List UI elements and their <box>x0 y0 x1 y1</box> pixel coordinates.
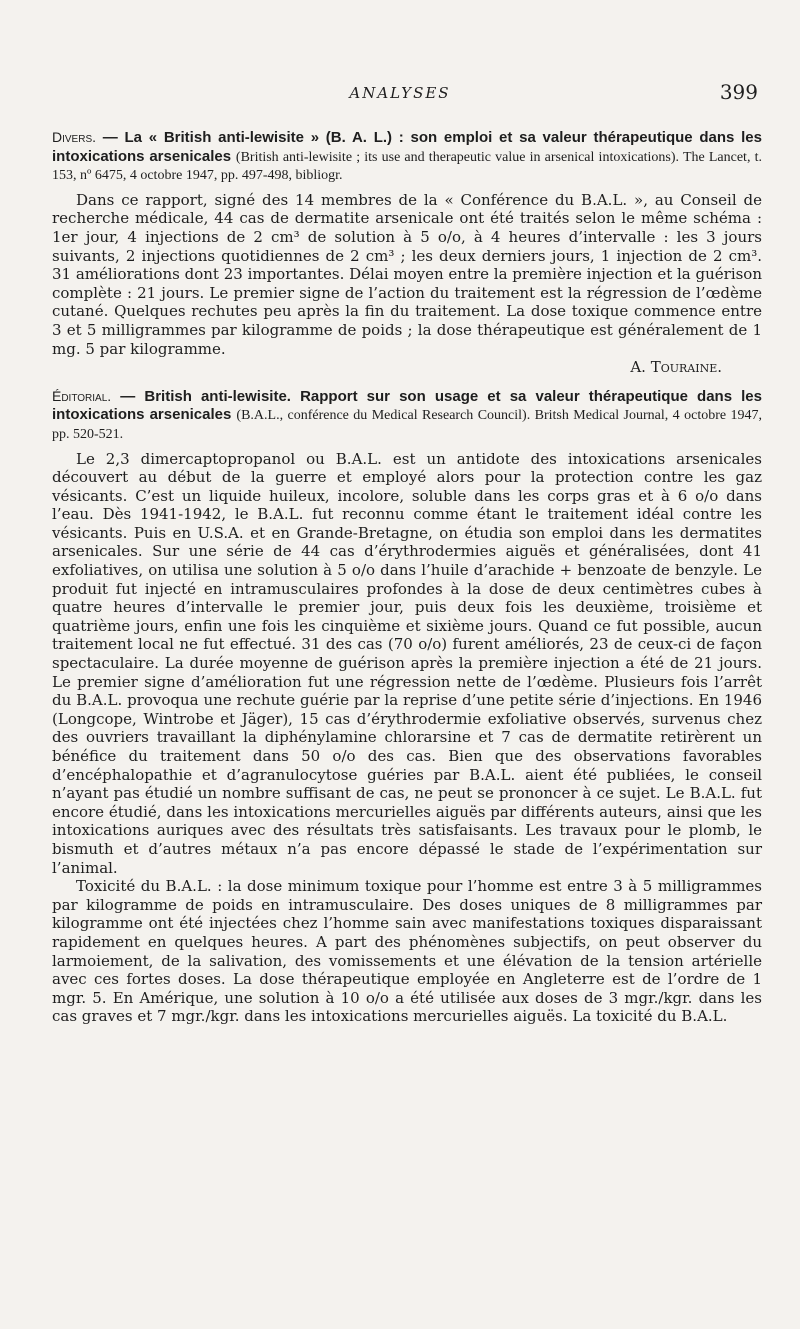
article-title: — British anti-lewisite. Rapport sur son usage et sa valeur thérapeutique dans les intoxications arsenicales <box>52 387 762 424</box>
article-label: Divers. <box>52 129 97 145</box>
article-title: — La « British anti-lewisite » (B. A. L.) : son emploi et sa valeur thérapeutique dans les intoxications arsenicales <box>52 129 762 165</box>
page-number: 399 <box>719 80 758 104</box>
article-body-paragraph: Le 2,3 dimercaptopropanol ou B.A.L. est un antidote des intoxications arsenicales découvert au début de la guerre et employé alors pour la protection contre les gaz vésicants. C’est un liquide huileux, incolore, soluble dans les corps gras et à 6 o/o dans l’eau. Dès 1941-1942, le B.A.L. fut reconnu comme étant le traitement idéal contre les vésicants. Puis en U.S.A. et en Grande-Bretagne, on étudia son emploi dans les dermatites arsenicales. Sur une série de 44 cas d’érythrodermies aiguës et généralisées, dont 41 exfoliatives, on utilisa une solution à 5 o/o dans l’huile d’arachide + benzoate de benzyle. Le produit fut injecté en intramusculaires profondes à la dose de deux centimètres cubes à quatre heures d’intervalle le premier jour, puis deux fois les deuxième, troisième et quatrième jours, enfin une fois les cinquième et sixième jours. Quand ce fut possible, aucun traitement local ne fut effectué. 31 des cas (70 o/o) furent améliorés, 23 de ceux-ci de façon spectaculaire. La durée moyenne de guérison après la première injection a été de 21 jours. Le premier signe d’amélioration fut une régression nette de l’œdème. Plusieurs fois l’arrêt du B.A.L. provoqua une rechute guérie par la reprise d’une petite série d’injections. En 1946 (Longcope, Wintrobe et Jäger), 15 cas d’érythrodermie exfoliative observés, survenus chez des ouvriers travaillant la diphénylamine chlorarsine et 7 cas de dermatite retirèrent un bénéfice du traitement dans 50 o/o des cas. Bien que des observations favorables d’encéphalopathie et d’agranulocytose guéries par B.A.L. aient été publiées, le conseil n’ayant pas étudié un nombre suffisant de cas, ne peut se prononcer à ce sujet. Le B.A.L. fut encore étudié, dans les intoxications mercurielles aiguës par différents auteurs, ainsi que les intoxications auriques avec des résultats très satisfaisants. Les travaux pour le plomb, le bismuth et d’autres métaux n’a pas encore dépassé le stade de l’expérimentation sur l’animal. <box>52 449 762 877</box>
article-signature: A. Touraine. <box>630 358 722 377</box>
article-source: (British anti-lewisite ; its use and therapeutic value in arsenical intoxications). The Lancet, t. 153, nº 6475, 4 octobre 1947, pp. 497-498, bibliogr. <box>52 149 762 184</box>
article-column <box>52 128 762 1026</box>
article-reference-2 <box>52 387 762 444</box>
article-source: (B.A.L., conférence du Medical Research Council). Britsh Medical Journal, 4 octobre 1947, pp. 520-521. <box>52 408 762 442</box>
article-body-paragraph: Toxicité du B.A.L. : la dose minimum toxique pour l’homme est entre 3 à 5 milligrammes par kilogramme de poids en intramusculaire. Des doses uniques de 8 milligrammes par kilogramme ont été injectées chez l’homme sain avec manifestations toxiques disparaissant rapidement en quelques heures. A part des phénomènes subjectifs, on peut observer du larmoiement, de la salivation, des vomissements et une élévation de la tension artérielle avec ces fortes doses. La dose thérapeutique employée en Angleterre est de l’ordre de 1 mgr. 5. En Amérique, une solution à 10 o/o a été utilisée aux doses de 3 mgr./kgr. dans les cas graves et 7 mgr./kgr. dans les intoxications mercurielles aiguës. La toxicité du B.A.L. <box>52 877 762 1026</box>
running-head <box>0 76 800 106</box>
article-reference-1 <box>52 128 762 185</box>
article-body-paragraph: Dans ce rapport, signé des 14 membres de la « Conférence du B.A.L. », au Conseil de recherche médicale, 44 cas de dermatite arsenicale ont été traités selon le même schéma : 1er jour, 4 injections de 2 cm³ de solution à 5 o/o, à 4 heures d’intervalle : les 3 jours suivants, 2 injections quotidiennes de 2 cm³ ; les deux derniers jours, 1 injection de 2 cm³. 31 améliorations dont 23 importantes. Délai moyen entre la première injection et la guérison complète : 21 jours. Le premier signe de l’action du traitement est la régression de l’œdème cutané. Quelques rechutes peu après la fin du traitement. La dose toxique commence entre 3 et 5 milligrammes par kilogramme de poids ; la dose thérapeutique est généralement de 1 mg. 5 par kilogramme. <box>52 190 763 358</box>
article-label: Éditorial. <box>52 387 112 404</box>
running-title: ANALYSES <box>349 84 451 102</box>
